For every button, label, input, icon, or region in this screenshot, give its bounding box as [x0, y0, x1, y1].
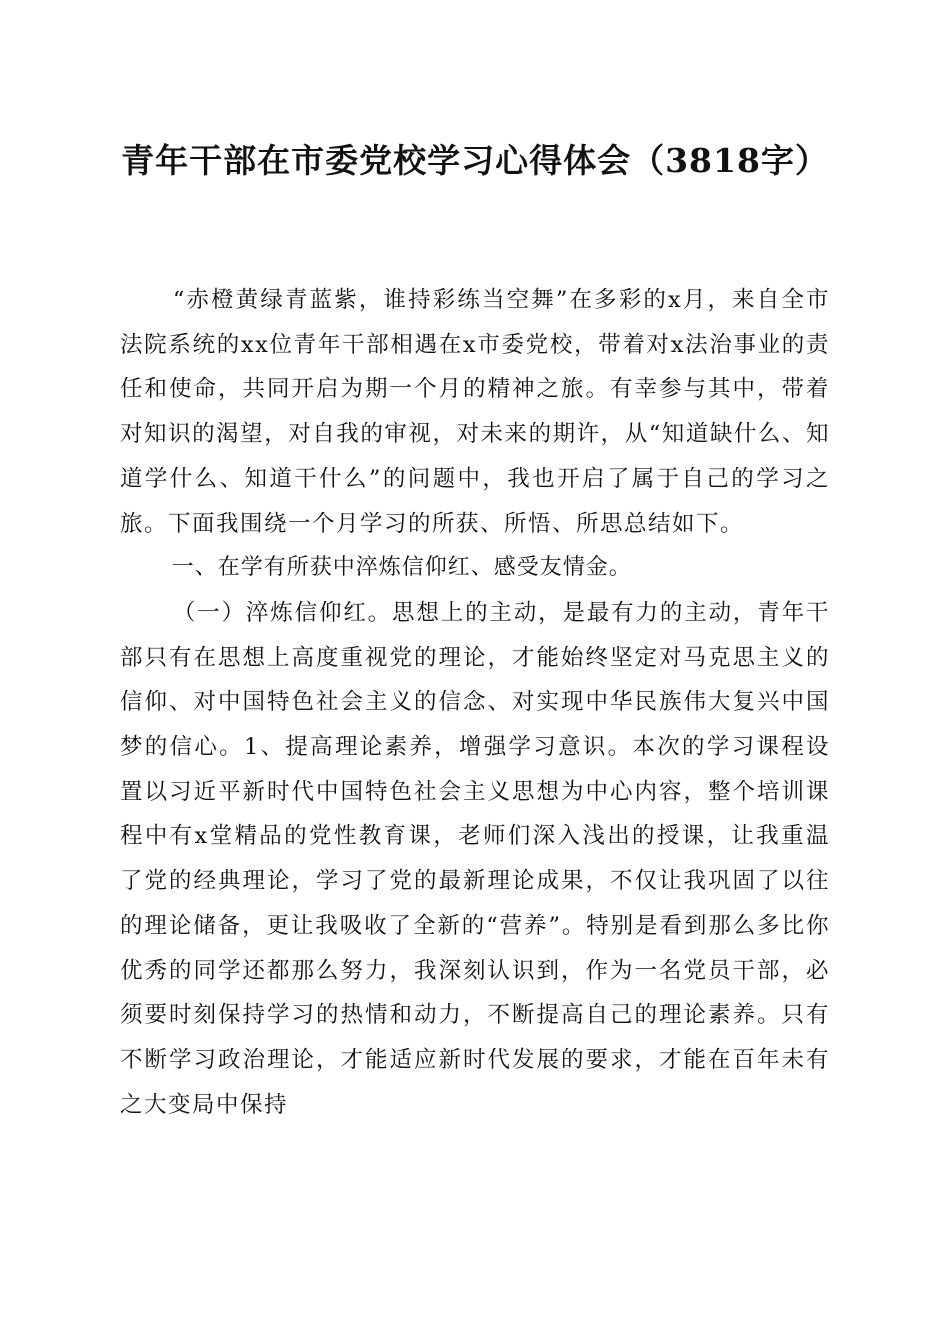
document-body: [120, 278, 830, 1127]
section-heading: 一、在学有所获中淬炼信仰红、感受友情金。: [171, 555, 632, 581]
document-title: 青年干部在市委党校学习心得体会（3818字）: [121, 141, 829, 180]
section-paragraph: （一）淬炼信仰红。思想上的主动，是最有力的主动，青年干部只有在思想上高度重视党的理论，才能始终坚定对马克思主义的信仰、对中国特色社会主义的信念、对实现中华民族伟大复兴中国梦的信心。1、提高理论素养，增强学习意识。本次的学习课程设置以习近平新时代中国特色社会主义思想为中心内容，整个培训课程中有x堂精品的党性教育课，老师们深入浅出的授课，让我重温了党的经典理论，学习了党的最新理论成果，不仅让我巩固了以往的理论储备，更让我吸收了全新的“营养”。特别是看到那么多比你优秀的同学还都那么努力，我深刻认识到，作为一名党员干部，必须要时刻保持学习的热情和动力，不断提高自己的理论素养。只有不断学习政治理论，才能适应新时代发展的要求，才能在百年未有之大变局中保持: [120, 599, 830, 1118]
intro-paragraph: “赤橙黄绿青蓝紫，谁持彩练当空舞”在多彩的x月，来自全市法院系统的xx位青年干部相遇在x市委党校，带着对x法治事业的责任和使命，共同开启为期一个月的精神之旅。有幸参与其中，带着对知识的渴望，对自我的审视，对未来的期许，从“知道缺什么、知道学什么、知道干什么”的问题中，我也开启了属于自己的学习之旅。下面我围绕一个月学习的所获、所悟、所思总结如下。: [120, 287, 830, 537]
